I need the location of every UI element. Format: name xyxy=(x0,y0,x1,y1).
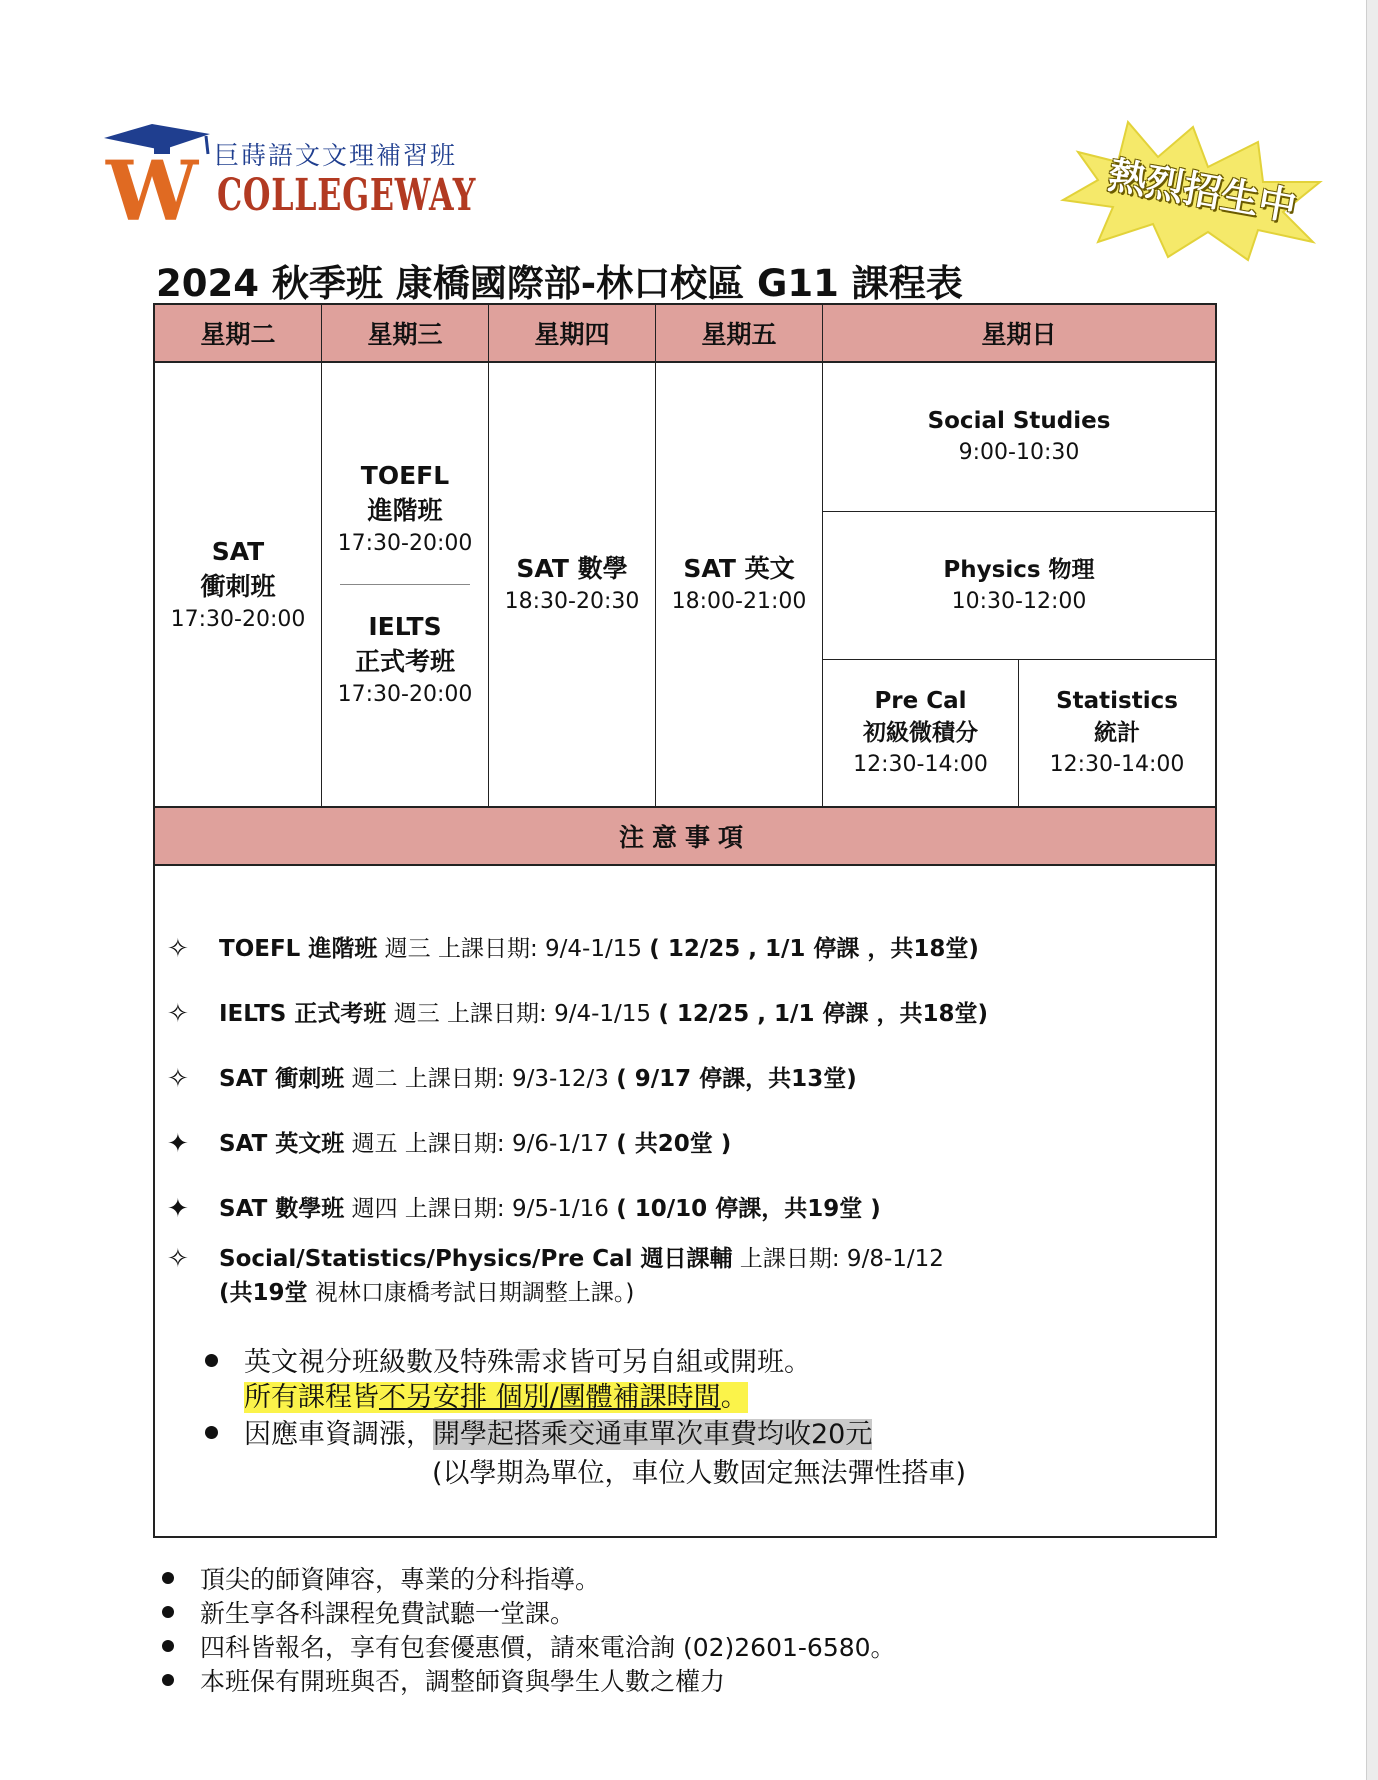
note-date: 上課日期: 9/8-1/12 xyxy=(732,1246,944,1272)
note-course: Social/Statistics/Physics/Pre Cal 週日課輔 xyxy=(219,1246,733,1272)
page-edge xyxy=(1366,0,1378,1780)
star-icon: ✦ xyxy=(167,1129,189,1159)
notice-bullet-2 xyxy=(205,1417,872,1453)
thu-course: SAT 數學 xyxy=(516,554,628,583)
logo-english-name: COLLEGEWAY xyxy=(217,170,477,221)
bullet-dot xyxy=(162,1640,174,1652)
highlight-period: 。 xyxy=(720,1382,748,1413)
footer-item xyxy=(162,1631,896,1665)
header-sun: 星期日 xyxy=(823,305,1215,363)
star-icon: ✧ xyxy=(167,1244,189,1274)
header-wed: 星期三 xyxy=(322,305,489,363)
star-icon: ✧ xyxy=(167,999,189,1029)
note-extra: ( 共20堂 ) xyxy=(616,1131,732,1157)
bullet-dot xyxy=(205,1426,218,1439)
sun-precal-course: Pre Cal xyxy=(874,688,967,714)
note-course: SAT 數學班 xyxy=(219,1196,345,1222)
header-fri: 星期五 xyxy=(656,305,823,363)
wed-course-1: TOEFL xyxy=(360,461,450,490)
notice-text: 英文視分班級數及特殊需求皆可另自組或開班。 xyxy=(244,1347,811,1378)
tue-time: 17:30-20:00 xyxy=(170,606,306,632)
note-remark: 視林口康橋考試日期調整上課。) xyxy=(307,1280,635,1306)
sun-stats-course-cn: 統計 xyxy=(1094,720,1140,746)
sun-precal-cell xyxy=(823,660,1019,806)
note-extra: ( 12/25 , 1/1 停課 ，共18堂) xyxy=(658,1001,988,1027)
sun-physics-cell xyxy=(823,512,1215,660)
enrollment-badge xyxy=(1058,112,1328,262)
note-extra: ( 10/10 停課，共19堂 ) xyxy=(616,1196,881,1222)
sun-precal-time: 12:30-14:00 xyxy=(853,752,988,777)
note-course: IELTS 正式考班 xyxy=(219,1001,387,1027)
notes-box xyxy=(153,808,1217,1538)
sun-social-time: 9:00-10:30 xyxy=(958,440,1080,465)
highlight-underlined-text: 不另安排 個別/團體補課時間 xyxy=(379,1382,721,1413)
sun-social-cell xyxy=(823,363,1215,512)
wed-column xyxy=(322,363,489,806)
bullet-dot xyxy=(205,1354,218,1367)
highlight-text: 所有課程皆 xyxy=(244,1382,379,1413)
wed-course-1-type: 進階班 xyxy=(367,496,443,525)
note-course: SAT 衝刺班 xyxy=(219,1066,345,1092)
fri-course: SAT 英文 xyxy=(683,554,795,583)
sun-physics-time: 10:30-12:00 xyxy=(951,588,1087,614)
notice-bullet-1-line-2 xyxy=(244,1380,748,1416)
thu-time: 18:30-20:30 xyxy=(504,589,640,614)
logo xyxy=(104,120,477,230)
bullet-dot xyxy=(162,1606,174,1618)
footer-text: 新生享各科課程免費試聽一堂課。 xyxy=(200,1599,576,1628)
note-date: 週三 上課日期: 9/4-1/15 xyxy=(386,1001,659,1027)
sun-stats-time: 12:30-14:00 xyxy=(1049,752,1185,777)
star-icon: ✧ xyxy=(167,934,189,964)
wed-course-2: IELTS xyxy=(368,612,442,641)
logo-emblem: W xyxy=(106,144,199,230)
fri-column xyxy=(656,363,823,806)
note-extra: ( 12/25 , 1/1 停課 ，共18堂) xyxy=(649,936,979,962)
badge-text: 熱烈招生中 xyxy=(1105,152,1300,230)
sun-precal-course-cn: 初級微積分 xyxy=(863,720,978,746)
schedule-table xyxy=(153,303,1217,808)
sun-social-course: Social Studies xyxy=(927,408,1111,434)
tue-course-type: 衝刺班 xyxy=(200,571,276,601)
footer-item xyxy=(162,1597,896,1631)
note-extra: ( 9/17 停課，共13堂) xyxy=(616,1066,857,1092)
note-count: (共19堂 xyxy=(219,1280,308,1306)
note-course: SAT 英文班 xyxy=(219,1131,345,1157)
note-date: 週五 上課日期: 9/6-1/17 xyxy=(344,1131,617,1157)
notice-text: (以學期為單位，車位人數固定無法彈性搭車) xyxy=(432,1458,967,1489)
page-title: 2024 秋季班 康橋國際部-林口校區 G11 課程表 xyxy=(156,262,963,305)
tue-course: SAT xyxy=(211,536,265,566)
sun-stats-course: Statistics xyxy=(1056,688,1178,714)
notice-bullet-2-line-2 xyxy=(432,1456,966,1492)
wed-course-2-type: 正式考班 xyxy=(354,647,455,676)
notes-header: 注意事項 xyxy=(155,808,1215,866)
star-icon: ✦ xyxy=(167,1194,189,1224)
footer-text: 本班保有開班與否，調整師資與學生人數之權力 xyxy=(200,1667,726,1696)
header-thu: 星期四 xyxy=(489,305,656,363)
tue-column xyxy=(155,363,322,806)
wed-course-2-time: 17:30-20:00 xyxy=(337,682,473,707)
footer-list xyxy=(162,1563,896,1699)
bullet-dot xyxy=(162,1674,174,1686)
bullet-dot xyxy=(162,1572,174,1584)
note-date: 週四 上課日期: 9/5-1/16 xyxy=(344,1196,617,1222)
fri-time: 18:00-21:00 xyxy=(671,589,807,614)
notice-bullet-1 xyxy=(205,1345,811,1381)
note-course: TOEFL 進階班 xyxy=(219,936,378,962)
note-date: 週二 上課日期: 9/3-12/3 xyxy=(344,1066,617,1092)
footer-text: 四科皆報名，享有包套優惠價，請來電洽詢 (02)2601-6580。 xyxy=(200,1633,896,1662)
logo-chinese-name: 巨蒔語文文理補習班 xyxy=(214,141,458,170)
thu-column xyxy=(489,363,656,806)
footer-item xyxy=(162,1665,896,1699)
footer-item xyxy=(162,1563,896,1597)
sun-stats-cell xyxy=(1019,660,1215,806)
header-tue: 星期二 xyxy=(155,305,322,363)
wed-divider xyxy=(340,584,470,585)
highlight-gray-text: 開學起搭乘交通車單次車費均收20元 xyxy=(433,1419,873,1450)
wed-course-1-time: 17:30-20:00 xyxy=(337,531,473,556)
note-date: 週三 上課日期: 9/4-1/15 xyxy=(377,936,650,962)
notice-text: 因應車資調漲， xyxy=(244,1419,433,1450)
star-icon: ✧ xyxy=(167,1064,189,1094)
sun-physics-course: Physics 物理 xyxy=(943,556,1095,583)
footer-text: 頂尖的師資陣容，專業的分科指導。 xyxy=(200,1565,601,1594)
